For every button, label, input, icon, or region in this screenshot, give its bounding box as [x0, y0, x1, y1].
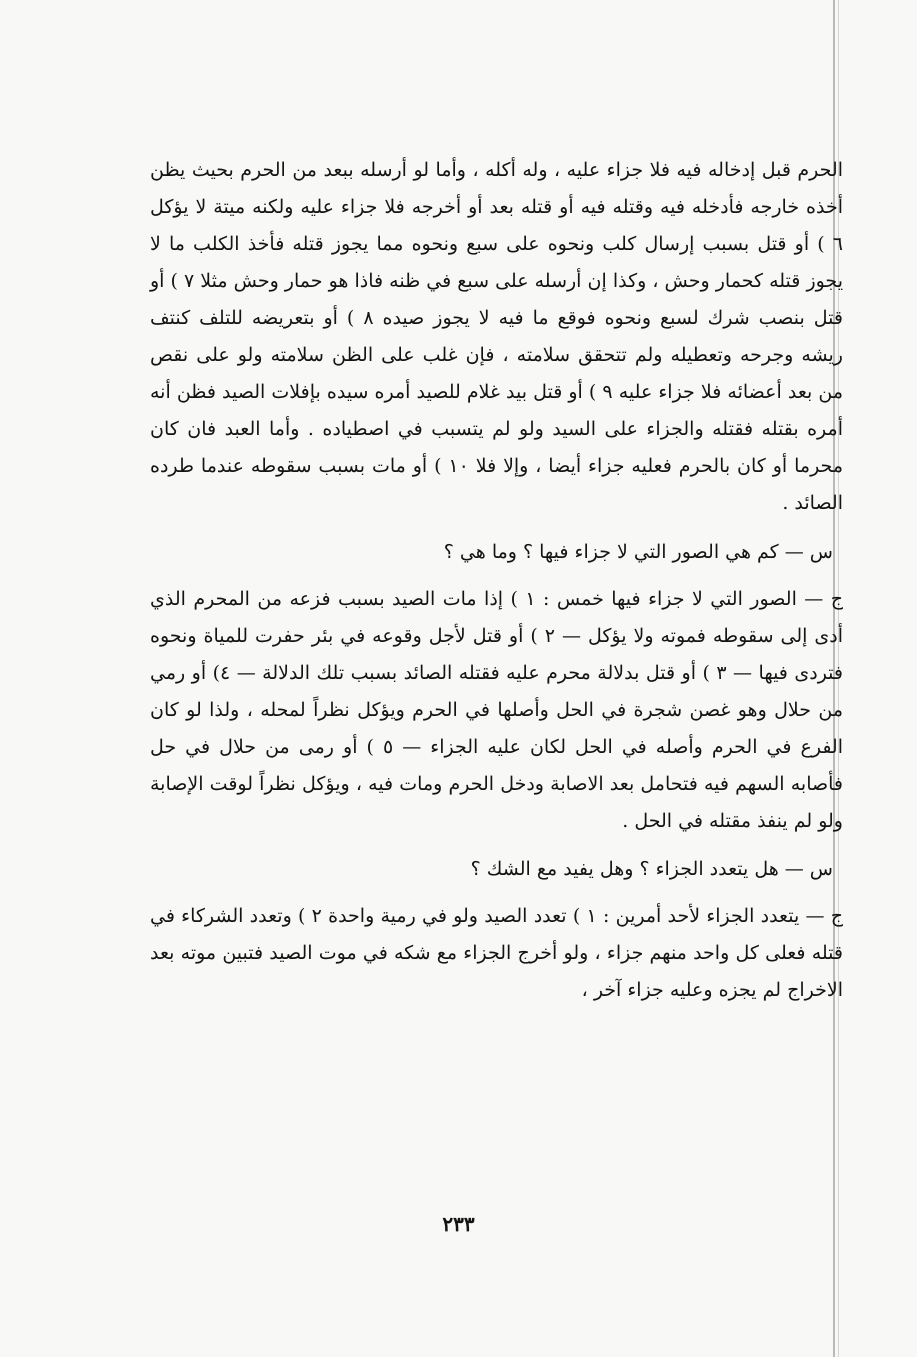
page-text-block — [150, 152, 843, 1020]
question-2: س — هل يتعدد الجزاء ؟ وهل يفيد مع الشك ؟ — [470, 858, 833, 880]
question-1: س — كم هي الصور التي لا جزاء فيها ؟ وما هي ؟ — [443, 541, 833, 563]
page-number: ٢٣٣ — [442, 1212, 475, 1236]
paragraph-continuation: الحرم قبل إدخاله فيه فلا جزاء عليه ، وله أكله ، وأما لو أرسله ببعد من الحرم بحيث يظن أخذه خارجه فأدخله فيه وقتله فيه أو قتله بعد أو أخرجه فلا جزاء عليه ولكنه ميتة لا يؤكل ٦ ) أو قتل بسبب إرسال كلب ونحوه على سبع ونحوه مما يجوز قتله فأخذ الكلب ما لا يجوز قتله كحمار وحش ، وكذا إن أرسله على سبع في ظنه فاذا هو حمار وحش مثلا ٧ ) أو قتل بنصب شرك لسبع ونحوه فوقع ما فيه لا يجوز صيده ٨ ) أو بتعريضه للتلف كنتف ريشه وجرحه وتعطيله ولم تتحقق سلامته ، فإن غلب على الظن سلامته ولو على نقص من بعد أعضائه فلا جزاء عليه ٩ ) أو قتل بيد غلام للصيد أمره سيده بإفلات الصيد فظن أنه أمره بقتله فقتله والجزاء على السيد ولو لم يتسبب في اصطياده . وأما العبد فان كان محرما أو كان بالحرم فعليه جزاء أيضا ، وإلا فلا ١٠ ) أو مات بسبب سقوطه عندما طرده الصائد . — [150, 159, 844, 514]
answer-1: ج — الصور التي لا جزاء فيها خمس : ١ ) إذا مات الصيد بسبب فزعه من المحرم الذي أدى إلى سقوطه فموته ولا يؤكل — ٢ ) أو قتل لأجل وقوعه في بئر حفرت للمياة ونحوه فتردى فيها — ٣ ) أو قتل بدلالة محرم عليه فقتله الصائد بسبب تلك الدلالة — ٤) أو رمي من حلال وهو غصن شجرة في الحل وأصلها في الحرم ويؤكل نظراً لمحله ، ولذا لو كان الفرع في الحرم وأصله في الحل لكان عليه الجزاء — ٥ ) أو رمى من حلال في حل فأصابه السهم فيه فتحامل بعد الاصابة ودخل الحرم ومات فيه ، ويؤكل نظراً لوقت الإصابة ولو لم ينفذ مقتله في الحل . — [150, 588, 843, 832]
answer-2: ج — يتعدد الجزاء لأحد أمرين : ١ ) تعدد الصيد ولو في رمية واحدة ٢ ) وتعدد الشركاء في قتله فعلى كل واحد منهم جزاء ، ولو أخرج الجزاء مع شكه في موت الصيد فتبين موته بعد الاخراج لم يجزه وعليه جزاء آخر ، — [150, 905, 844, 1001]
